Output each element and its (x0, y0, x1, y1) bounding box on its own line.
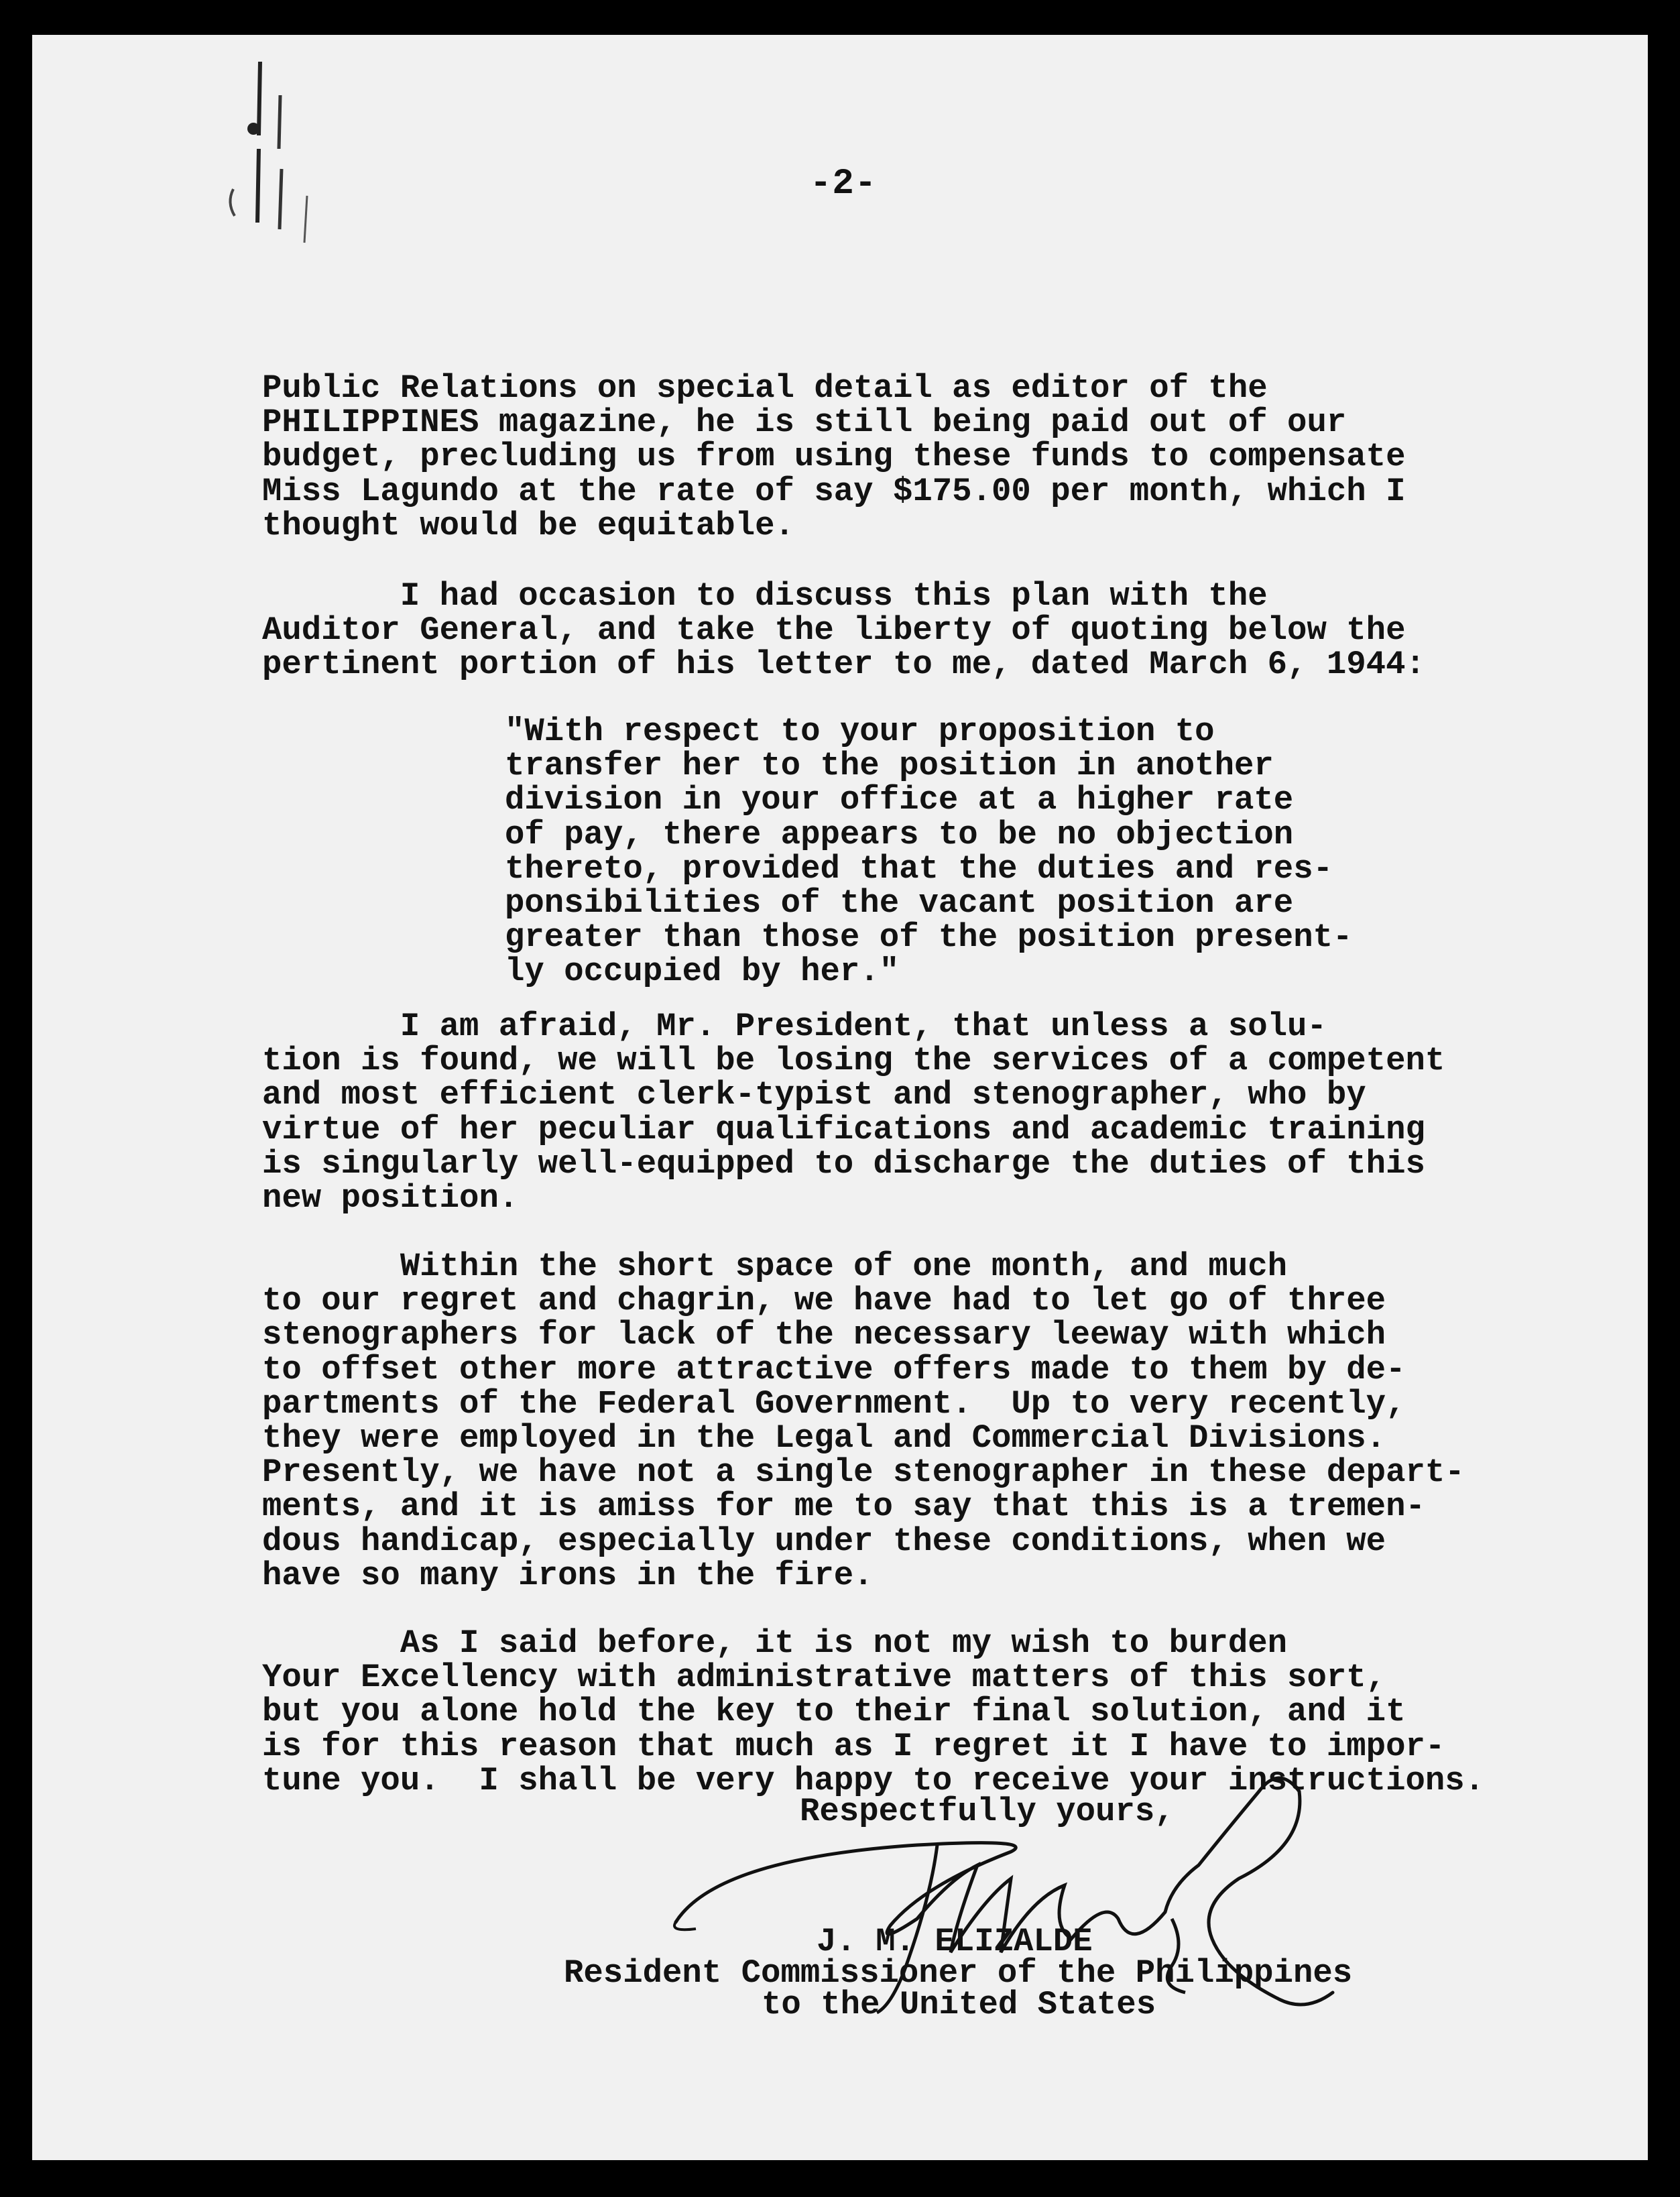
page-number: -2- (810, 164, 878, 204)
signer-title-line-1: Resident Commissioner of the Philippines (564, 1954, 1353, 1992)
letter-paragraph-1: Public Relations on special detail as editor of the PHILIPPINES magazine, he is still being paid out of our budget, precluding us from using these funds to compensate Miss Lagundo at the rate of say $175.00 per month, which I thought would be equitable. (262, 369, 1406, 544)
scan-margin-mark (186, 55, 320, 256)
letter-page (32, 35, 1648, 2160)
closing-salutation: Respectfully yours, (800, 1793, 1175, 1830)
letter-paragraph-3: I am afraid, Mr. President, that unless a solu- tion is found, we will be losing the services of a competent and most efficient clerk-typist and stenographer, who by virtue of her peculiar qualifications and academic training is singularly well-equipped to discharge the duties of this new position. (262, 1008, 1445, 1218)
letter-paragraph-4: Within the short space of one month, and much to our regret and chagrin, we have had to let go of three stenographers for lack of the necessary leeway with which to offset other more attractive offers made to them by de- partments of the Federal Government. Up to very recently, they were employed in the Legal and Commercial Divisions. Presently, we have not a single stenographer in these depart- ments, and it is amiss for me to say that this is a tremen- dous handicap, especially under these conditions, when we have so many irons in the fire. (262, 1248, 1465, 1594)
letter-paragraph-2: I had occasion to discuss this plan with the Auditor General, and take the liberty of quoting below the pertinent portion of his letter to me, dated March 6, 1944: (262, 577, 1425, 684)
signer-title-line-2: to the United States (762, 1986, 1156, 2023)
letter-paragraph-5: As I said before, it is not my wish to burden Your Excellency with administrative matters of this sort, but you alone hold the key to their final solution, and it is for this reason that much as I regret it I have to impor- tune you. I shall be very happy to receive your instructions. (262, 1624, 1485, 1799)
quoted-passage: "With respect to your proposition to transfer her to the position in another division in your office at a higher rate of pay, there appears to be no objection thereto, provided that the duties and res- ponsibilities of the vacant position are greater than those of the position present- ly occupied by her." (505, 713, 1353, 991)
signer-name: J. M. ELIZALDE (817, 1923, 1093, 1960)
